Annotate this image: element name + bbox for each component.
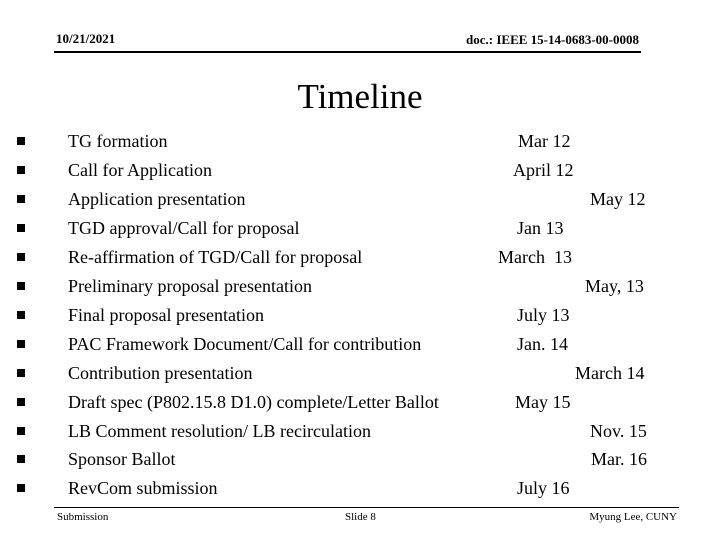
timeline-item: [0, 389, 720, 418]
square-bullet-icon: [17, 137, 25, 145]
timeline-item: [0, 446, 720, 475]
timeline-item-date: July 13: [517, 305, 570, 325]
timeline-item: [0, 475, 720, 504]
square-bullet-icon: [17, 224, 25, 232]
timeline-item-label: Contribution presentation: [68, 363, 253, 383]
timeline-item-label: TG formation: [68, 131, 168, 151]
square-bullet-icon: [17, 282, 25, 290]
header-doc-id: doc.: IEEE 15-14-0683-00-0008: [466, 32, 639, 47]
timeline-item-date: July 16: [517, 478, 570, 498]
timeline-item-date: April 12: [513, 160, 574, 180]
timeline-item-date: Mar 12: [518, 131, 571, 151]
footer-slide-number: Slide 8: [345, 511, 376, 523]
timeline-item-date: March 13: [498, 247, 572, 267]
timeline-item-label: Re-affirmation of TGD/Call for proposal: [68, 247, 363, 267]
timeline-item-label: LB Comment resolution/ LB recirculation: [68, 421, 371, 441]
timeline-item: [0, 331, 720, 360]
footer-author: Myung Lee, CUNY: [589, 511, 677, 523]
timeline-item-date: Mar. 16: [591, 449, 647, 469]
timeline-item-date: May 12: [590, 189, 646, 209]
header-divider: [54, 51, 641, 53]
timeline-item-label: Call for Application: [68, 160, 212, 180]
footer-submission: Submission: [57, 511, 109, 523]
footer-divider: [54, 507, 679, 508]
timeline-item-label: Preliminary proposal presentation: [68, 276, 312, 296]
timeline-item: [0, 215, 720, 244]
square-bullet-icon: [17, 195, 25, 203]
square-bullet-icon: [17, 398, 25, 406]
header-date: 10/21/2021: [56, 31, 116, 46]
square-bullet-icon: [17, 340, 25, 348]
slide-title: Timeline: [297, 77, 423, 116]
timeline-item-date: Jan 13: [517, 218, 564, 238]
square-bullet-icon: [17, 369, 25, 377]
timeline-item: [0, 360, 720, 389]
timeline-item-date: May 15: [515, 392, 571, 412]
square-bullet-icon: [17, 484, 25, 492]
timeline-item-date: Jan. 14: [517, 334, 568, 354]
timeline-item-label: Sponsor Ballot: [68, 449, 176, 469]
timeline-item: [0, 418, 720, 447]
square-bullet-icon: [17, 166, 25, 174]
timeline-item: [0, 244, 720, 273]
square-bullet-icon: [17, 311, 25, 319]
timeline-item: [0, 186, 720, 215]
timeline-item: [0, 157, 720, 186]
timeline-item-date: Nov. 15: [590, 421, 647, 441]
timeline-item: [0, 302, 720, 331]
timeline-item-label: Final proposal presentation: [68, 305, 264, 325]
timeline-item-label: Application presentation: [68, 189, 246, 209]
timeline-item-label: RevCom submission: [68, 478, 218, 498]
timeline-item-label: PAC Framework Document/Call for contribution: [68, 334, 422, 354]
timeline-item: [0, 273, 720, 302]
timeline-item: [0, 128, 720, 157]
timeline-item-date: March 14: [575, 363, 645, 383]
timeline-item-label: Draft spec (P802.15.8 D1.0) complete/Letter Ballot: [68, 392, 439, 412]
square-bullet-icon: [17, 253, 25, 261]
square-bullet-icon: [17, 455, 25, 463]
timeline-item-label: TGD approval/Call for proposal: [68, 218, 300, 238]
timeline-item-date: May, 13: [585, 276, 644, 296]
square-bullet-icon: [17, 427, 25, 435]
